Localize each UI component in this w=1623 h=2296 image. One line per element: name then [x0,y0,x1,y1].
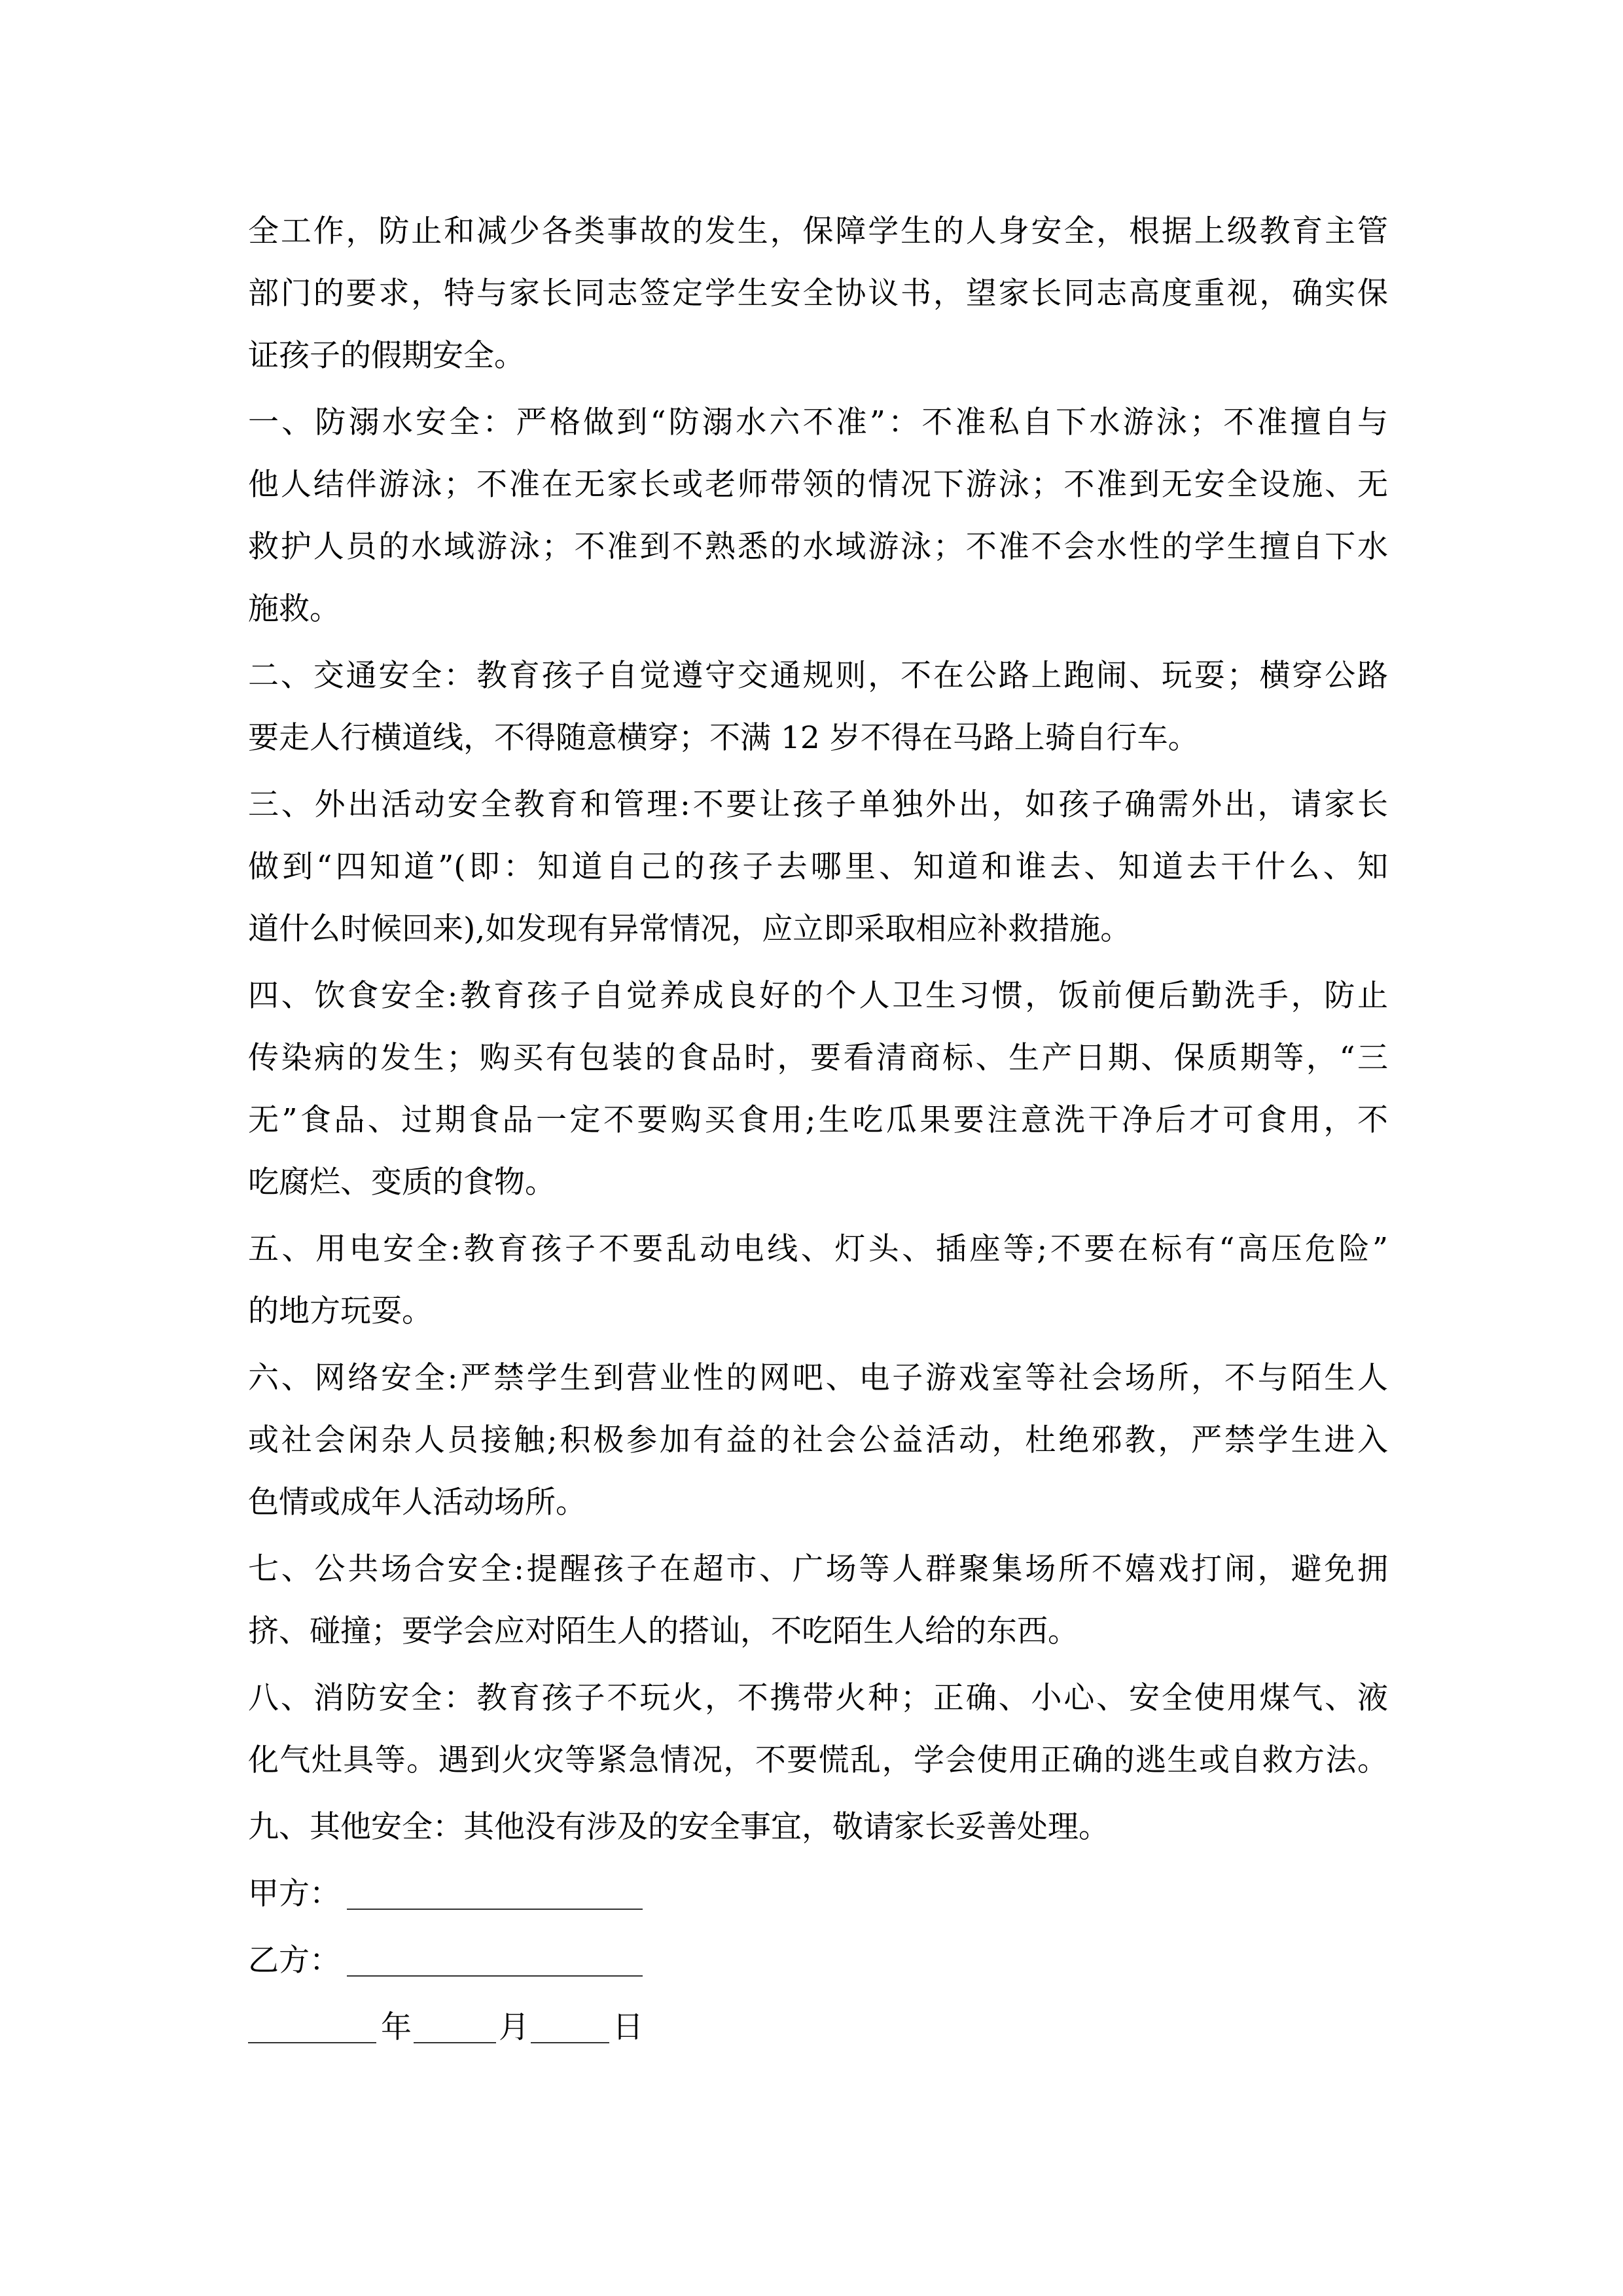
month-blank-line [414,2042,496,2043]
date-line [248,1996,1388,2058]
paragraph-line: 三、外出活动安全教育和管理:不要让孩子单独外出，如孩子确需外出，请家长 [248,787,1388,823]
document-body [248,200,1388,2063]
clause-public-place-safety [248,1538,1388,1662]
paragraph-line: 二、交通安全：教育孩子自觉遵守交通规则，不在公路上跑闹、玩耍；横穿公路 [248,658,1388,694]
party-b-blank-line [347,1975,643,1977]
paragraph-line: 做到“四知道”(即：知道自己的孩子去哪里、知道和谁去、知道去干什么、知 [248,849,1388,885]
paragraph-line: 九、其他安全：其他没有涉及的安全事宜，敬请家长妥善处理。 [248,1809,1109,1845]
clause-other-safety [248,1796,1388,1858]
paragraph-line: 一、防溺水安全：严格做到“防溺水六不准”：不准私自下水游泳；不准擅自与 [248,404,1388,440]
party-a-signature [248,1863,1388,1925]
paragraph-line: 的地方玩耍。 [248,1293,433,1329]
paragraph-line: 全工作，防止和减少各类事故的发生，保障学生的人身安全，根据上级教育主管 [248,213,1388,249]
month-label: 月 [499,2009,529,2045]
clause-outing-safety [248,774,1388,960]
paragraph-line: 道什么时候回来),如发现有异常情况，应立即采取相应补救措施。 [248,911,1132,947]
paragraph-line: 救护人员的水域游泳；不准到不熟悉的水域游泳；不准不会水性的学生擅自下水 [248,529,1388,565]
clause-food-safety [248,965,1388,1213]
paragraph-line: 无”食品、过期食品一定不要购买食用;生吃瓜果要注意洗干净后才可食用，不 [248,1102,1388,1138]
clause-electricity-safety [248,1218,1388,1342]
paragraph-line: 传染病的发生；购买有包装的食品时，要看清商标、生产日期、保质期等，“三 [248,1040,1388,1076]
paragraph-line: 施救。 [248,591,340,627]
party-a-label: 甲方： [248,1876,340,1912]
paragraph-line: 八、消防安全：教育孩子不玩火，不携带火种；正确、小心、安全使用煤气、液 [248,1680,1388,1716]
paragraph-line: 五、用电安全:教育孩子不要乱动电线、灯头、插座等;不要在标有“高压危险” [248,1231,1388,1267]
paragraph-line: 他人结伴游泳；不准在无家长或老师带领的情况下游泳；不准到无安全设施、无 [248,467,1388,503]
paragraph-line: 要走人行横道线，不得随意横穿；不满 12 岁不得在马路上骑自行车。 [248,720,1199,756]
year-label: 年 [381,2009,412,2045]
paragraph-line: 六、网络安全:严禁学生到营业性的网吧、电子游戏室等社会场所，不与陌生人 [248,1360,1388,1396]
paragraph-line: 证孩子的假期安全。 [248,338,525,374]
paragraph-line: 色情或成年人活动场所。 [248,1484,586,1520]
paragraph-line: 部门的要求，特与家长同志签定学生安全协议书，望家长同志高度重视，确实保 [248,276,1388,312]
clause-drowning-safety [248,391,1388,640]
party-b-label: 乙方： [248,1943,340,1979]
intro-paragraph [248,200,1388,387]
paragraph-line: 挤、碰撞；要学会应对陌生人的搭讪，不吃陌生人给的东西。 [248,1613,1079,1649]
paragraph-line: 或社会闲杂人员接触;积极参加有益的社会公益活动，杜绝邪教，严禁学生进入 [248,1422,1388,1458]
paragraph-line: 吃腐烂、变质的食物。 [248,1164,556,1200]
year-blank-line [248,2042,376,2043]
day-blank-line [531,2042,609,2043]
paragraph-line: 七、公共场合安全:提醒孩子在超市、广场等人群聚集场所不嬉戏打闹，避免拥 [248,1551,1388,1587]
clause-traffic-safety [248,645,1388,769]
clause-fire-safety [248,1667,1388,1791]
day-label: 日 [613,2009,643,2045]
party-b-signature [248,1929,1388,1992]
paragraph-line: 四、饮食安全:教育孩子自觉养成良好的个人卫生习惯，饭前便后勤洗手，防止 [248,978,1388,1014]
clause-internet-safety [248,1347,1388,1534]
paragraph-line: 化气灶具等。遇到火灾等紧急情况，不要慌乱，学会使用正确的逃生或自救方法。 [248,1742,1388,1778]
party-a-blank-line [347,1909,643,1910]
